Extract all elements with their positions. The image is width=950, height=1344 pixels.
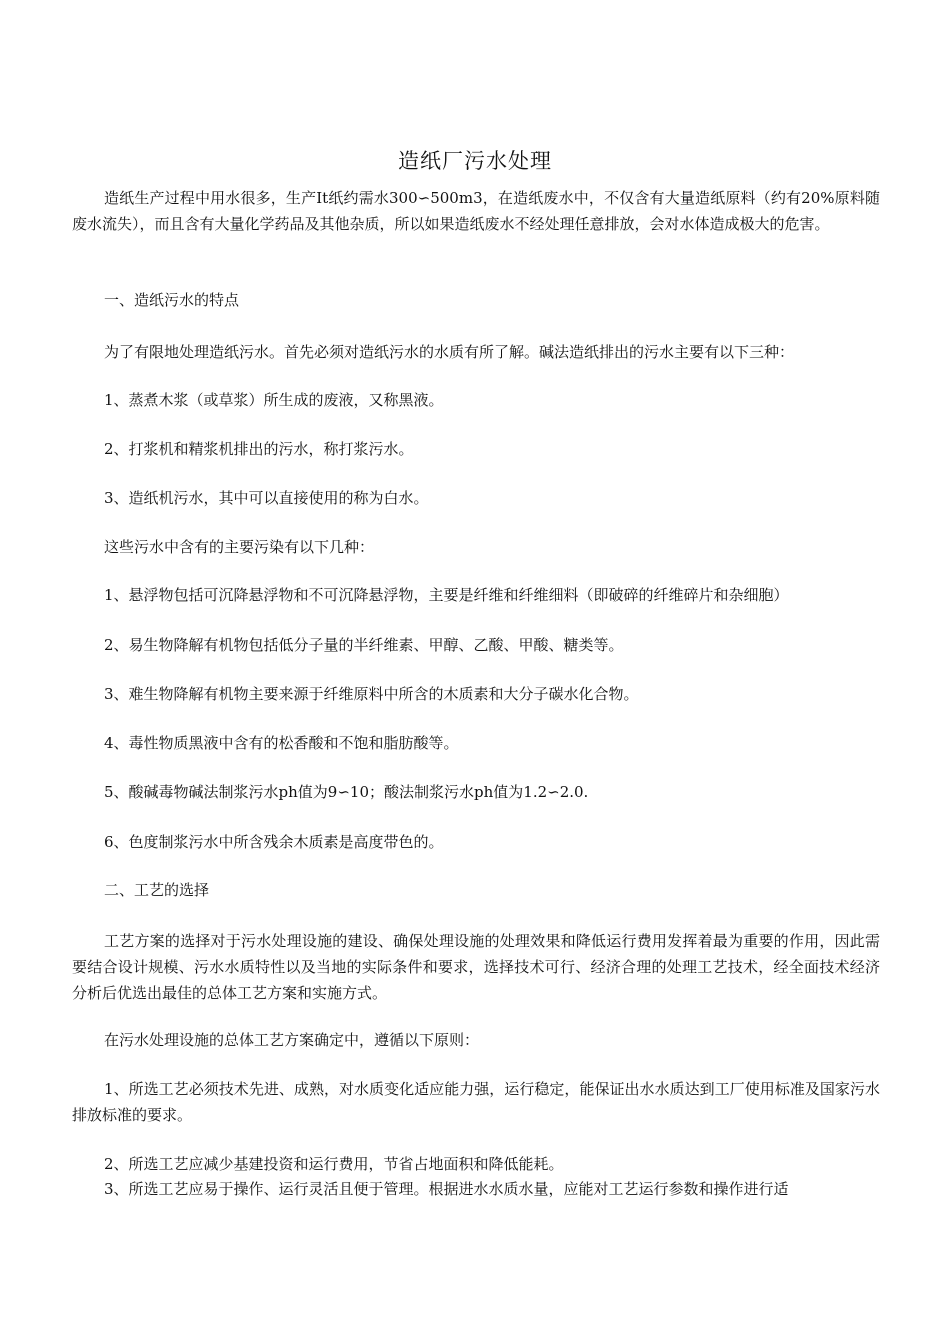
paragraph-principles-intro: 在污水处理设施的总体工艺方案确定中，遵循以下原则：: [104, 1031, 480, 1049]
list-item-biodegradable-organics: 2、易生物降解有机物包括低分子量的半纤维素、甲醇、乙酸、甲酸、糖类等。: [104, 636, 624, 654]
list-item-principle-advanced: 1、所选工艺必须技术先进、成熟，对水质变化适应能力强，运行稳定，能保证出水水质达到工厂使用标准及国家污水排放标准的要求。: [72, 1080, 880, 1124]
paragraph-process-selection: 工艺方案的选择对于污水处理设施的建设、确保处理设施的处理效果和降低运行费用发挥着最为重要的作用，因此需要结合设计规模、污水水质特性以及当地的实际条件和要求，选择技术可行、经济合理的处理工艺技术，经全面技术经济分析后优选出最佳的总体工艺方案和实施方式。: [72, 932, 880, 1002]
list-item-beating-water: 2、打浆机和精浆机排出的污水，称打浆污水。: [104, 440, 414, 458]
list-item-principle-cost: 2、所选工艺应减少基建投资和运行费用，节省占地面积和降低能耗。: [104, 1155, 564, 1173]
document-title: 造纸厂污水处理: [398, 149, 552, 173]
list-item-toxic-substances: 4、毒性物质黑液中含有的松香酸和不饱和脂肪酸等。: [104, 734, 459, 752]
list-item-color: 6、色度制浆污水中所含残余木质素是高度带色的。: [104, 833, 444, 851]
paragraph-pollutants-intro: 这些污水中含有的主要污染有以下几种：: [104, 538, 375, 556]
list-item-black-liquor: 1、蒸煮木浆（或草浆）所生成的废液，又称黑液。: [104, 391, 444, 409]
intro-paragraph: 造纸生产过程中用水很多，生产It纸约需水300∽500m3，在造纸废水中，不仅含有大量造纸原料（约有20%原料随废水流失），而且含有大量化学药品及其他杂质，所以如果造纸废水不经处理任意排放，会对水体造成极大的危害。: [72, 189, 880, 233]
list-item-suspended-solids: 1、悬浮物包括可沉降悬浮物和不可沉降悬浮物，主要是纤维和纤维细料（即破碎的纤维碎片和杂细胞）: [104, 586, 789, 604]
section-heading-process-selection: 二、工艺的选择: [104, 881, 210, 899]
section-heading-characteristics: 一、造纸污水的特点: [104, 291, 240, 309]
paragraph-wastewater-types: 为了有限地处理造纸污水。首先必须对造纸污水的水质有所了解。碱法造纸排出的污水主要有以下三种：: [104, 343, 795, 361]
list-item-refractory-organics: 3、难生物降解有机物主要来源于纤维原料中所含的木质素和大分子碳水化合物。: [104, 685, 639, 703]
list-item-white-water: 3、造纸机污水，其中可以直接使用的称为白水。: [104, 489, 429, 507]
list-item-principle-operation: 3、所选工艺应易于操作、运行灵活且便于管理。根据进水水质水量，应能对工艺运行参数和操作进行适: [104, 1180, 789, 1198]
list-item-acid-base: 5、酸碱毒物碱法制浆污水ph值为9∽10；酸法制浆污水ph值为1.2∽2.0.: [104, 783, 589, 801]
